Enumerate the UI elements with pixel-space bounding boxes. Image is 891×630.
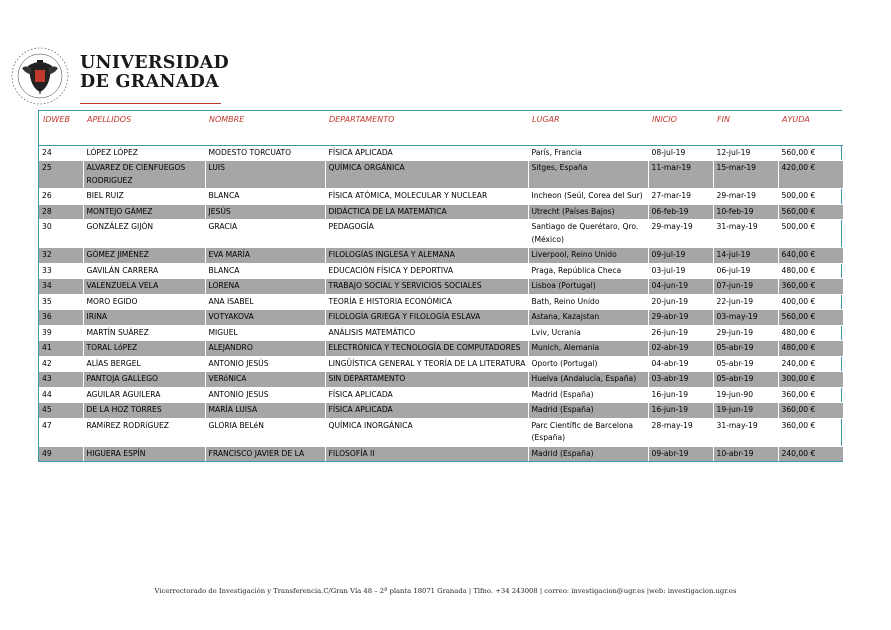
cell-nombre: MIGUEL: [205, 325, 325, 341]
cell-idweb: 44: [39, 387, 83, 403]
cell-nombre: ANA ISABEL: [205, 294, 325, 310]
cell-apellidos: PANTOJA GALLEGO: [83, 372, 205, 388]
cell-lugar: Madrid (España): [528, 403, 648, 419]
cell-ayuda: 560,00 €: [778, 145, 843, 161]
column-header-departamento: DEPARTAMENTO: [325, 111, 528, 145]
cell-fin: 22-jun-19: [713, 294, 778, 310]
cell-departamento: FÍSICA ATÓMICA, MOLECULAR Y NUCLEAR: [325, 189, 528, 205]
cell-ayuda: 560,00 €: [778, 204, 843, 220]
cell-apellidos: ALVAREZ DE CIENFUEGOS RODRIGUEZ: [83, 161, 205, 189]
table-row: [39, 279, 843, 295]
cell-nombre: LUIS: [205, 161, 325, 189]
university-logo: [10, 46, 229, 108]
cell-apellidos: DE LA HOZ TORRES: [83, 403, 205, 419]
cell-idweb: 25: [39, 161, 83, 189]
cell-fin: 12-jul-19: [713, 145, 778, 161]
cell-departamento: FÍSICA APLICADA: [325, 145, 528, 161]
cell-inicio: 08-jul-19: [648, 145, 713, 161]
cell-departamento: LINGÜÍSTICA GENERAL Y TEORÍA DE LA LITERATURA: [325, 356, 528, 372]
cell-idweb: 30: [39, 220, 83, 248]
cell-fin: 31-may-19: [713, 220, 778, 248]
cell-departamento: FÍSICA APLICADA: [325, 403, 528, 419]
cell-inicio: 16-jun-19: [648, 387, 713, 403]
cell-inicio: 20-jun-19: [648, 294, 713, 310]
cell-nombre: ANTONIO JESUS: [205, 387, 325, 403]
cell-fin: 03-may-19: [713, 310, 778, 326]
cell-nombre: EVA MARÍA: [205, 248, 325, 264]
table-row: [39, 310, 843, 326]
cell-idweb: 34: [39, 279, 83, 295]
cell-lugar: Sitges, España: [528, 161, 648, 189]
cell-departamento: FILOLOGÍAS INGLESA Y ALEMANA: [325, 248, 528, 264]
table-row: [39, 145, 843, 161]
cell-inicio: 09-abr-19: [648, 446, 713, 462]
table-row: [39, 446, 843, 462]
cell-fin: 06-jul-19: [713, 263, 778, 279]
cell-ayuda: 300,00 €: [778, 372, 843, 388]
cell-departamento: SIN DEPARTAMENTO: [325, 372, 528, 388]
cell-idweb: 45: [39, 403, 83, 419]
cell-idweb: 43: [39, 372, 83, 388]
cell-fin: 29-jun-19: [713, 325, 778, 341]
cell-nombre: ALEJANDRO: [205, 341, 325, 357]
cell-nombre: MODESTO TORCUATO: [205, 145, 325, 161]
cell-idweb: 47: [39, 418, 83, 446]
cell-fin: 05-abr-19: [713, 372, 778, 388]
cell-nombre: BLANCA: [205, 189, 325, 205]
cell-nombre: ANTONIO JESÚS: [205, 356, 325, 372]
cell-departamento: PEDAGOGÍA: [325, 220, 528, 248]
table-row: [39, 341, 843, 357]
cell-inicio: 11-mar-19: [648, 161, 713, 189]
cell-departamento: EDUCACIÓN FÍSICA Y DEPORTIVA: [325, 263, 528, 279]
table-row: [39, 387, 843, 403]
cell-fin: 14-jul-19: [713, 248, 778, 264]
cell-ayuda: 360,00 €: [778, 387, 843, 403]
cell-apellidos: HIGUERA ESPÍN: [83, 446, 205, 462]
cell-inicio: 26-jun-19: [648, 325, 713, 341]
header-divider: [80, 103, 221, 104]
university-name-line2: DE GRANADA: [80, 72, 220, 92]
cell-ayuda: 640,00 €: [778, 248, 843, 264]
cell-fin: 05-abr-19: [713, 356, 778, 372]
cell-nombre: GRACIA: [205, 220, 325, 248]
cell-lugar: Parc Científic de Barcelona (España): [528, 418, 648, 446]
cell-lugar: Praga, República Checa: [528, 263, 648, 279]
cell-departamento: ANÁLISIS MATEMÁTICO: [325, 325, 528, 341]
cell-ayuda: 500,00 €: [778, 220, 843, 248]
cell-apellidos: RAMíREZ RODRíGUEZ: [83, 418, 205, 446]
table-row: [39, 248, 843, 264]
cell-inicio: 27-mar-19: [648, 189, 713, 205]
cell-lugar: Incheon (Seúl, Corea del Sur): [528, 189, 648, 205]
cell-departamento: FILOSOFÍA II: [325, 446, 528, 462]
cell-departamento: TEORÍA E HISTORIA ECONÓMICA: [325, 294, 528, 310]
cell-apellidos: VALENZUELA VELA: [83, 279, 205, 295]
cell-fin: 19-jun-19: [713, 403, 778, 419]
cell-fin: 15-mar-19: [713, 161, 778, 189]
cell-ayuda: 360,00 €: [778, 403, 843, 419]
cell-lugar: Huelva (Andalucía, España): [528, 372, 648, 388]
table-row: [39, 263, 843, 279]
cell-idweb: 49: [39, 446, 83, 462]
cell-inicio: 03-jul-19: [648, 263, 713, 279]
cell-lugar: Bath, Reino Unido: [528, 294, 648, 310]
cell-apellidos: AGUILAR AGUILERA: [83, 387, 205, 403]
cell-lugar: Astana, Kazajstan: [528, 310, 648, 326]
cell-nombre: MARÍA LUISA: [205, 403, 325, 419]
table-row: [39, 161, 843, 189]
cell-fin: 19-jun-90: [713, 387, 778, 403]
cell-departamento: DIDÁCTICA DE LA MATEMÁTICA: [325, 204, 528, 220]
cell-apellidos: MONTEJO GÁMEZ: [83, 204, 205, 220]
cell-inicio: 04-abr-19: [648, 356, 713, 372]
cell-departamento: FÍSICA APLICADA: [325, 387, 528, 403]
table-row: [39, 220, 843, 248]
grants-table: [39, 111, 843, 462]
cell-ayuda: 480,00 €: [778, 263, 843, 279]
table-row: [39, 325, 843, 341]
cell-idweb: 36: [39, 310, 83, 326]
column-header-idweb: IDWEB: [39, 111, 83, 145]
cell-idweb: 24: [39, 145, 83, 161]
cell-ayuda: 480,00 €: [778, 325, 843, 341]
cell-apellidos: GAVILÁN CARRERA: [83, 263, 205, 279]
cell-lugar: Madrid (España): [528, 387, 648, 403]
cell-lugar: París, Francia: [528, 145, 648, 161]
cell-ayuda: 500,00 €: [778, 189, 843, 205]
cell-ayuda: 240,00 €: [778, 356, 843, 372]
cell-apellidos: LÓPEZ LÓPEZ: [83, 145, 205, 161]
cell-lugar: Oporto (Portugal): [528, 356, 648, 372]
cell-apellidos: ALÍAS BERGEL: [83, 356, 205, 372]
cell-apellidos: IRINA: [83, 310, 205, 326]
cell-inicio: 16-jun-19: [648, 403, 713, 419]
cell-ayuda: 560,00 €: [778, 310, 843, 326]
cell-lugar: Liverpool, Reino Unido: [528, 248, 648, 264]
cell-departamento: FILOLOGÍA GRIEGA Y FILOLOGÍA ESLAVA: [325, 310, 528, 326]
table-row: [39, 356, 843, 372]
table-row: [39, 204, 843, 220]
cell-idweb: 32: [39, 248, 83, 264]
table-header-row: [39, 111, 843, 145]
cell-inicio: 28-may-19: [648, 418, 713, 446]
cell-inicio: 29-may-19: [648, 220, 713, 248]
cell-nombre: JESÚS: [205, 204, 325, 220]
cell-fin: 07-jun-19: [713, 279, 778, 295]
column-header-lugar: LUGAR: [528, 111, 648, 145]
university-name-line1: UNIVERSIDAD: [80, 53, 229, 73]
cell-lugar: Lisboa (Portugal): [528, 279, 648, 295]
column-header-inicio: INICIO: [648, 111, 713, 145]
cell-fin: 10-abr-19: [713, 446, 778, 462]
cell-fin: 10-feb-19: [713, 204, 778, 220]
table-row: [39, 294, 843, 310]
cell-fin: 05-abr-19: [713, 341, 778, 357]
cell-fin: 29-mar-19: [713, 189, 778, 205]
cell-inicio: 06-feb-19: [648, 204, 713, 220]
cell-departamento: ELECTRÓNICA Y TECNOLOGÍA DE COMPUTADORES: [325, 341, 528, 357]
cell-lugar: Madrid (España): [528, 446, 648, 462]
cell-ayuda: 420,00 €: [778, 161, 843, 189]
cell-lugar: Lviv, Ucrania: [528, 325, 648, 341]
table-row: [39, 418, 843, 446]
column-header-nombre: NOMBRE: [205, 111, 325, 145]
cell-lugar: Utrecht (Países Bajos): [528, 204, 648, 220]
cell-nombre: VOTYAKOVA: [205, 310, 325, 326]
university-name: [80, 54, 229, 92]
cell-departamento: TRABAJO SOCIAL Y SERVICIOS SOCIALES: [325, 279, 528, 295]
cell-idweb: 39: [39, 325, 83, 341]
cell-inicio: 04-jun-19: [648, 279, 713, 295]
cell-ayuda: 240,00 €: [778, 446, 843, 462]
table-body: [39, 145, 843, 462]
page-footer: Vicerrectorado de Investigación y Transferencia.C/Gran Vía 48 – 2ª planta 18071 Granada | Tlfno. +34 243008 | correo: investigacion@ugr.es |web: investigacion.ugr.es: [154, 587, 737, 595]
cell-fin: 31-may-19: [713, 418, 778, 446]
column-header-apellidos: APELLIDOS: [83, 111, 205, 145]
table-row: [39, 403, 843, 419]
cell-apellidos: MARTÍN SUÁREZ: [83, 325, 205, 341]
cell-inicio: 03-abr-19: [648, 372, 713, 388]
cell-departamento: QUÍMICA INORGÁNICA: [325, 418, 528, 446]
cell-apellidos: BIEL RUIZ: [83, 189, 205, 205]
cell-ayuda: 400,00 €: [778, 294, 843, 310]
cell-inicio: 29-abr-19: [648, 310, 713, 326]
grants-table-container: [38, 110, 842, 462]
cell-idweb: 28: [39, 204, 83, 220]
cell-idweb: 26: [39, 189, 83, 205]
cell-apellidos: GÓMEZ JIMÉNEZ: [83, 248, 205, 264]
cell-apellidos: TORAL LóPEZ: [83, 341, 205, 357]
cell-nombre: BLANCA: [205, 263, 325, 279]
university-seal-icon: [10, 46, 70, 106]
table-row: [39, 189, 843, 205]
cell-nombre: GLORIA BELéN: [205, 418, 325, 446]
cell-inicio: 09-jul-19: [648, 248, 713, 264]
cell-inicio: 02-abr-19: [648, 341, 713, 357]
cell-departamento: QUÍMICA ORGÁNICA: [325, 161, 528, 189]
cell-nombre: LORENA: [205, 279, 325, 295]
cell-apellidos: MORO EGIDO: [83, 294, 205, 310]
cell-nombre: FRANCISCO JAVIER DE LA: [205, 446, 325, 462]
cell-idweb: 33: [39, 263, 83, 279]
cell-idweb: 41: [39, 341, 83, 357]
table-row: [39, 372, 843, 388]
column-header-fin: FIN: [713, 111, 778, 145]
column-header-ayuda: AYUDA: [778, 111, 843, 145]
cell-ayuda: 360,00 €: [778, 418, 843, 446]
cell-ayuda: 360,00 €: [778, 279, 843, 295]
cell-lugar: Santiago de Querétaro, Qro. (México): [528, 220, 648, 248]
cell-ayuda: 480,00 €: [778, 341, 843, 357]
cell-apellidos: GONZÁLEZ GIJÓN: [83, 220, 205, 248]
cell-nombre: VERóNICA: [205, 372, 325, 388]
cell-lugar: Munich, Alemania: [528, 341, 648, 357]
cell-idweb: 35: [39, 294, 83, 310]
cell-idweb: 42: [39, 356, 83, 372]
